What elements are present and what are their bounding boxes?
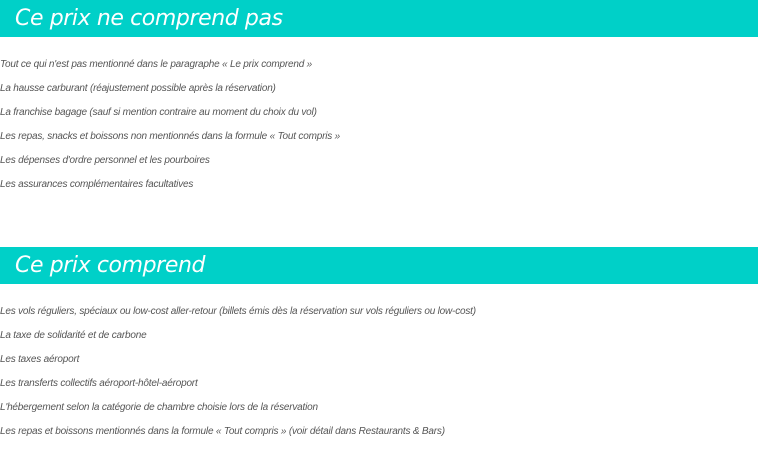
price-excludes-header <box>0 0 758 37</box>
price-excludes-list <box>0 53 758 197</box>
list-item: Les vols réguliers, spéciaux ou low-cost aller-retour (billets émis dès la réservation sur vols réguliers ou low-cost) <box>0 306 476 317</box>
price-excludes-title: Ce prix ne comprend pas <box>15 5 283 31</box>
list-item: La taxe de solidarité et de carbone <box>0 330 147 341</box>
price-includes-title: Ce prix comprend <box>15 252 206 278</box>
list-item: Les repas, snacks et boissons non mentionnés dans la formule « Tout compris » <box>0 131 340 142</box>
list-item: Les taxes aéroport <box>0 354 80 365</box>
price-excludes-section <box>0 0 758 197</box>
list-item: La hausse carburant (réajustement possible après la réservation) <box>0 83 276 94</box>
list-item: L'hébergement selon la catégorie de chambre choisie lors de la réservation <box>0 402 318 413</box>
list-item: Les assurances complémentaires facultatives <box>0 179 194 190</box>
price-includes-header <box>0 247 758 284</box>
list-item: Les repas et boissons mentionnés dans la formule « Tout compris » (voir détail dans Restaurants & Bars) <box>0 426 445 437</box>
price-includes-section <box>0 247 758 444</box>
price-includes-list <box>0 300 758 444</box>
list-item: Tout ce qui n'est pas mentionné dans le paragraphe « Le prix comprend » <box>0 59 312 70</box>
list-item: Les transferts collectifs aéroport-hôtel-aéroport <box>0 378 198 389</box>
list-item: La franchise bagage (sauf si mention contraire au moment du choix du vol) <box>0 107 317 118</box>
list-item: Les dépenses d'ordre personnel et les pourboires <box>0 155 210 166</box>
